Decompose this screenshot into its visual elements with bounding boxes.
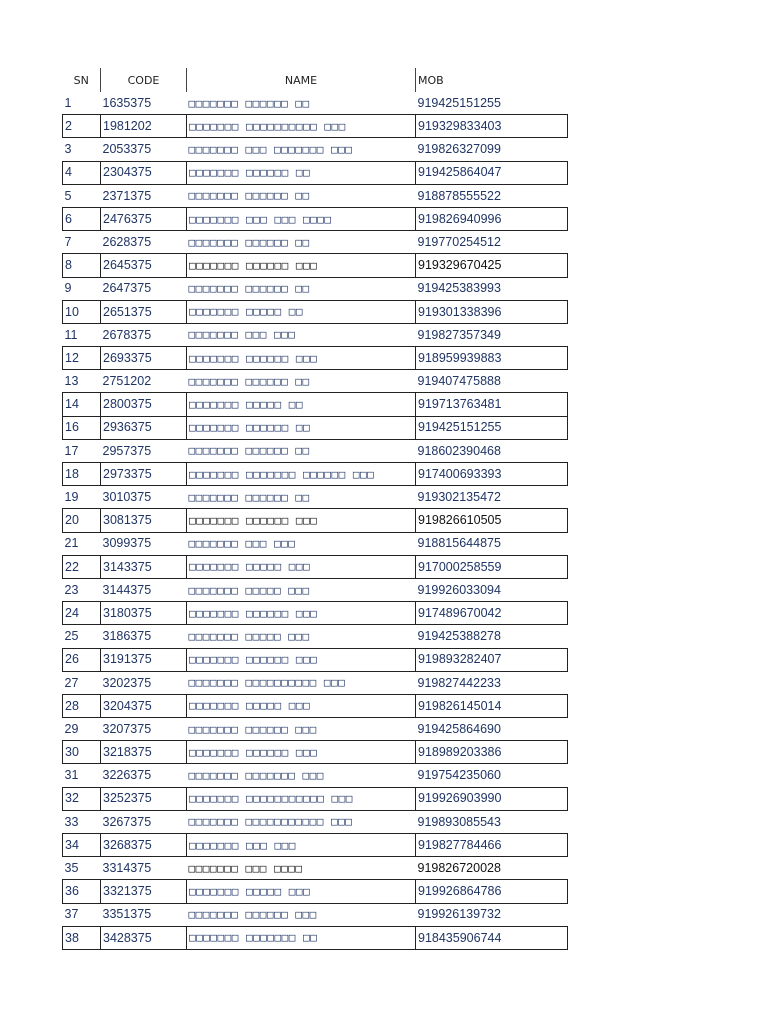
cell-sn[interactable]: 37 bbox=[64, 907, 79, 922]
cell-name[interactable]: □□□□□□□ □□□□□□ □□□ bbox=[188, 722, 317, 736]
table-row bbox=[63, 231, 568, 254]
cell-mob[interactable]: 919425388278 bbox=[417, 629, 501, 644]
cell-name[interactable]: □□□□□□□ □□□□□□□ □□ bbox=[187, 926, 416, 949]
table-row bbox=[63, 439, 568, 462]
cell-mob[interactable]: 919826145014 bbox=[416, 694, 568, 717]
cell-mob[interactable]: 919926903990 bbox=[416, 787, 568, 810]
cell-name[interactable]: □□□□□□□ □□□ □□□□□□□ □□□ bbox=[188, 142, 353, 156]
table-row bbox=[63, 207, 568, 230]
cell-sn[interactable]: 33 bbox=[64, 814, 79, 829]
cell-sn[interactable]: 30 bbox=[63, 741, 101, 764]
cell-mob[interactable]: 918435906744 bbox=[416, 926, 568, 949]
cell-sn[interactable]: 8 bbox=[63, 254, 101, 277]
cell-mob[interactable]: 919826327099 bbox=[417, 142, 501, 157]
cell-sn[interactable]: 19 bbox=[64, 490, 79, 505]
cell-sn[interactable]: 28 bbox=[63, 694, 101, 717]
cell-code[interactable]: 3180375 bbox=[101, 602, 187, 625]
cell-code[interactable]: 3252375 bbox=[101, 787, 187, 810]
table-row bbox=[63, 416, 568, 439]
table-row bbox=[63, 625, 568, 648]
cell-code[interactable]: 3186375 bbox=[102, 629, 152, 644]
cell-mob[interactable]: 917400693393 bbox=[416, 463, 568, 486]
header-mob: MOB bbox=[416, 68, 568, 92]
table-row bbox=[63, 138, 568, 161]
cell-code[interactable]: 3428375 bbox=[101, 926, 187, 949]
cell-mob[interactable]: 918815644875 bbox=[417, 536, 501, 551]
cell-code[interactable]: 2371375 bbox=[102, 188, 152, 203]
cell-sn[interactable]: 31 bbox=[64, 768, 79, 783]
cell-mob[interactable]: 919893282407 bbox=[416, 648, 568, 671]
cell-sn[interactable]: 13 bbox=[64, 374, 79, 389]
cell-sn[interactable]: 7 bbox=[64, 234, 72, 249]
cell-name[interactable]: □□□□□□□ □□□□□□ □□□ bbox=[187, 648, 416, 671]
table-row bbox=[63, 393, 568, 416]
table-row bbox=[63, 857, 568, 880]
cell-mob[interactable]: 919826720028 bbox=[417, 861, 501, 876]
cell-mob[interactable]: 919425151255 bbox=[416, 416, 568, 439]
table-row bbox=[63, 648, 568, 671]
cell-mob[interactable]: 919713763481 bbox=[416, 393, 568, 416]
table-row bbox=[63, 903, 568, 926]
table-row bbox=[63, 323, 568, 346]
cell-code[interactable]: 1635375 bbox=[102, 95, 152, 110]
cell-code[interactable]: 3351375 bbox=[102, 907, 152, 922]
cell-mob[interactable]: 919329670425 bbox=[416, 254, 568, 277]
cell-mob[interactable]: 919826940996 bbox=[416, 207, 568, 230]
table-row bbox=[63, 486, 568, 509]
cell-mob[interactable]: 919827784466 bbox=[416, 834, 568, 857]
cell-code[interactable]: 3144375 bbox=[102, 582, 152, 597]
header-name: NAME bbox=[187, 68, 416, 92]
cell-name[interactable]: □□□□□□□ □□□□□ □□□ bbox=[187, 555, 416, 578]
table-row bbox=[63, 184, 568, 207]
table-row bbox=[63, 509, 568, 532]
cell-code[interactable]: 3267375 bbox=[102, 814, 152, 829]
cell-sn[interactable]: 11 bbox=[64, 327, 78, 342]
header-sn: SN bbox=[73, 73, 89, 87]
cell-code[interactable]: 3218375 bbox=[101, 741, 187, 764]
cell-mob[interactable]: 919893085543 bbox=[417, 814, 501, 829]
cell-sn[interactable]: 14 bbox=[63, 393, 101, 416]
cell-sn[interactable]: 25 bbox=[64, 629, 79, 644]
cell-code[interactable]: 1981202 bbox=[101, 115, 187, 138]
cell-mob[interactable]: 919301338396 bbox=[416, 300, 568, 323]
cell-sn[interactable]: 27 bbox=[64, 675, 79, 690]
cell-sn[interactable]: 9 bbox=[64, 281, 72, 296]
cell-mob[interactable]: 919425864690 bbox=[417, 721, 501, 736]
cell-sn[interactable]: 36 bbox=[63, 880, 101, 903]
cell-name[interactable]: □□□□□□□ □□□□□ □□□ bbox=[187, 880, 416, 903]
cell-sn[interactable]: 2 bbox=[63, 115, 101, 138]
cell-code[interactable]: 3226375 bbox=[102, 768, 152, 783]
cell-code[interactable]: 2651375 bbox=[101, 300, 187, 323]
cell-sn[interactable]: 6 bbox=[63, 207, 101, 230]
cell-code[interactable]: 3143375 bbox=[101, 555, 187, 578]
cell-mob[interactable]: 919827442233 bbox=[417, 675, 501, 690]
table-row bbox=[63, 880, 568, 903]
cell-mob[interactable]: 919425151255 bbox=[417, 95, 501, 110]
cell-code[interactable]: 2053375 bbox=[102, 142, 152, 157]
cell-code[interactable]: 2304375 bbox=[101, 161, 187, 184]
table-row bbox=[63, 161, 568, 184]
table-row bbox=[63, 300, 568, 323]
cell-name[interactable]: □□□□□□□ □□□□□□ □□ bbox=[188, 96, 310, 110]
cell-name[interactable]: □□□□□□□ □□□ □□□ bbox=[188, 328, 296, 342]
cell-mob[interactable]: 917000258559 bbox=[416, 555, 568, 578]
cell-name[interactable]: □□□□□□□ □□□ □□□ bbox=[187, 834, 416, 857]
cell-code[interactable]: 2647375 bbox=[102, 281, 152, 296]
cell-mob[interactable]: 919425383993 bbox=[417, 281, 501, 296]
cell-sn[interactable]: 21 bbox=[64, 536, 79, 551]
cell-code[interactable]: 3268375 bbox=[101, 834, 187, 857]
table-row bbox=[63, 602, 568, 625]
cell-sn[interactable]: 3 bbox=[64, 142, 72, 157]
cell-name[interactable]: □□□□□□□ □□□□□□□ □□□ bbox=[188, 769, 324, 783]
cell-name[interactable]: □□□□□□□ □□□□□□□□□□□ □□□ bbox=[188, 815, 353, 829]
cell-code[interactable]: 2957375 bbox=[102, 443, 152, 458]
cell-mob[interactable]: 919425864047 bbox=[416, 161, 568, 184]
cell-code[interactable]: 3010375 bbox=[102, 490, 152, 505]
table-row bbox=[63, 764, 568, 787]
cell-name[interactable]: □□□□□□□ □□□□□□ □□□ bbox=[187, 741, 416, 764]
table-row bbox=[63, 694, 568, 717]
cell-mob[interactable]: 919826610505 bbox=[416, 509, 568, 532]
table-row bbox=[63, 718, 568, 741]
cell-mob[interactable]: 919926033094 bbox=[417, 582, 501, 597]
cell-name[interactable]: □□□□□□□ □□□□□□ □□□ bbox=[187, 347, 416, 370]
header-row bbox=[63, 68, 568, 92]
cell-name[interactable]: □□□□□□□ □□□□□ □□□ bbox=[187, 694, 416, 717]
cell-name[interactable]: □□□□□□□ □□□□□□ □□ bbox=[188, 282, 310, 296]
table-row bbox=[63, 926, 568, 949]
table-row bbox=[63, 810, 568, 833]
cell-name[interactable]: □□□□□□□ □□□□□ □□□ bbox=[188, 583, 310, 597]
cell-mob[interactable]: 919926139732 bbox=[417, 907, 501, 922]
cell-name[interactable]: □□□□□□□ □□□□□□ □□ bbox=[188, 189, 310, 203]
cell-name[interactable]: □□□□□□□ □□□□□□ □□□ bbox=[187, 254, 416, 277]
cell-sn[interactable]: 10 bbox=[63, 300, 101, 323]
cell-code[interactable]: 2678375 bbox=[102, 327, 152, 342]
cell-name[interactable]: □□□□□□□ □□□□□ □□□ bbox=[188, 629, 310, 643]
cell-code[interactable]: 2693375 bbox=[101, 347, 187, 370]
cell-name[interactable]: □□□□□□□ □□□□□□ □□ bbox=[188, 490, 310, 504]
cell-name[interactable]: □□□□□□□ □□□□□ □□ bbox=[187, 300, 416, 323]
cell-name[interactable]: □□□□□□□ □□□□□□ □□□ bbox=[187, 509, 416, 532]
cell-name[interactable]: □□□□□□□ □□□□□□ □□□ bbox=[187, 602, 416, 625]
cell-code[interactable]: 3204375 bbox=[101, 694, 187, 717]
cell-mob[interactable]: 919770254512 bbox=[417, 234, 501, 249]
table-row bbox=[63, 532, 568, 555]
cell-name[interactable]: □□□□□□□ □□□□□□□□□□□ □□□ bbox=[187, 787, 416, 810]
cell-name[interactable]: □□□□□□□ □□□□□□ □□ bbox=[187, 161, 416, 184]
table-row bbox=[63, 463, 568, 486]
cell-mob[interactable]: 919827357349 bbox=[417, 327, 501, 342]
cell-name[interactable]: □□□□□□□ □□□□□ □□ bbox=[187, 393, 416, 416]
cell-sn[interactable]: 16 bbox=[63, 416, 101, 439]
table-row bbox=[63, 741, 568, 764]
cell-sn[interactable]: 35 bbox=[64, 861, 79, 876]
header-code: CODE bbox=[101, 68, 187, 92]
table-row bbox=[63, 578, 568, 601]
table-row bbox=[63, 277, 568, 300]
cell-name[interactable]: □□□□□□□ □□□□□□ □□□ bbox=[188, 908, 317, 922]
cell-sn[interactable]: 32 bbox=[63, 787, 101, 810]
cell-code[interactable]: 3202375 bbox=[102, 675, 152, 690]
cell-sn[interactable]: 26 bbox=[63, 648, 101, 671]
table-row bbox=[63, 254, 568, 277]
cell-code[interactable]: 2628375 bbox=[102, 234, 152, 249]
table-header bbox=[63, 68, 568, 92]
table-row bbox=[63, 370, 568, 393]
cell-sn[interactable]: 17 bbox=[64, 443, 79, 458]
cell-mob[interactable]: 919407475888 bbox=[417, 374, 501, 389]
cell-code[interactable]: 2751202 bbox=[102, 374, 152, 389]
cell-code[interactable]: 3314375 bbox=[102, 861, 152, 876]
table-row bbox=[63, 671, 568, 694]
cell-name[interactable]: □□□□□□□ □□□ □□□ bbox=[188, 537, 296, 551]
cell-name[interactable]: □□□□□□□ □□□ □□□□ bbox=[188, 861, 303, 875]
cell-name[interactable]: □□□□□□□ □□□□□□□□□□ □□□ bbox=[188, 676, 346, 690]
table-row bbox=[63, 555, 568, 578]
cell-mob[interactable]: 919754235060 bbox=[417, 768, 501, 783]
cell-name[interactable]: □□□□□□□ □□□□□□ □□ bbox=[187, 416, 416, 439]
cell-name[interactable]: □□□□□□□ □□□□□□□□□□ □□□ bbox=[187, 115, 416, 138]
cell-sn[interactable]: 29 bbox=[64, 721, 79, 736]
table-row bbox=[63, 115, 568, 138]
cell-code[interactable]: 3207375 bbox=[102, 721, 152, 736]
cell-name[interactable]: □□□□□□□ □□□□□□□ □□□□□□ □□□ bbox=[187, 463, 416, 486]
cell-sn[interactable]: 12 bbox=[63, 347, 101, 370]
contact-table bbox=[62, 68, 568, 950]
cell-sn[interactable]: 22 bbox=[63, 555, 101, 578]
cell-code[interactable]: 2476375 bbox=[101, 207, 187, 230]
table-row bbox=[63, 834, 568, 857]
cell-code[interactable]: 3081375 bbox=[101, 509, 187, 532]
cell-mob[interactable]: 917489670042 bbox=[416, 602, 568, 625]
cell-sn[interactable]: 23 bbox=[64, 582, 79, 597]
cell-code[interactable]: 2645375 bbox=[101, 254, 187, 277]
cell-mob[interactable]: 918878555522 bbox=[417, 188, 501, 203]
spreadsheet-page bbox=[62, 68, 568, 950]
cell-mob[interactable]: 919302135472 bbox=[417, 490, 501, 505]
cell-sn[interactable]: 34 bbox=[63, 834, 101, 857]
cell-mob[interactable]: 918959939883 bbox=[416, 347, 568, 370]
cell-sn[interactable]: 5 bbox=[64, 188, 72, 203]
cell-mob[interactable]: 918602390468 bbox=[417, 443, 501, 458]
cell-code[interactable]: 3321375 bbox=[101, 880, 187, 903]
cell-sn[interactable]: 38 bbox=[63, 926, 101, 949]
cell-mob[interactable]: 918989203386 bbox=[416, 741, 568, 764]
cell-code[interactable]: 2973375 bbox=[101, 463, 187, 486]
cell-sn[interactable]: 1 bbox=[64, 95, 72, 110]
table-row bbox=[63, 92, 568, 115]
table-row bbox=[63, 347, 568, 370]
table-row bbox=[63, 787, 568, 810]
cell-name[interactable]: □□□□□□□ □□□□□□ □□ bbox=[188, 374, 310, 388]
cell-code[interactable]: 2936375 bbox=[101, 416, 187, 439]
cell-code[interactable]: 2800375 bbox=[101, 393, 187, 416]
cell-sn[interactable]: 20 bbox=[63, 509, 101, 532]
cell-sn[interactable]: 4 bbox=[63, 161, 101, 184]
cell-name[interactable]: □□□□□□□ □□□□□□ □□ bbox=[188, 444, 310, 458]
cell-mob[interactable]: 919329833403 bbox=[416, 115, 568, 138]
cell-sn[interactable]: 24 bbox=[63, 602, 101, 625]
cell-name[interactable]: □□□□□□□ □□□ □□□ □□□□ bbox=[187, 207, 416, 230]
table-body bbox=[63, 92, 568, 949]
cell-code[interactable]: 3099375 bbox=[102, 536, 152, 551]
cell-sn[interactable]: 18 bbox=[63, 463, 101, 486]
cell-mob[interactable]: 919926864786 bbox=[416, 880, 568, 903]
cell-code[interactable]: 3191375 bbox=[101, 648, 187, 671]
cell-name[interactable]: □□□□□□□ □□□□□□ □□ bbox=[188, 235, 310, 249]
